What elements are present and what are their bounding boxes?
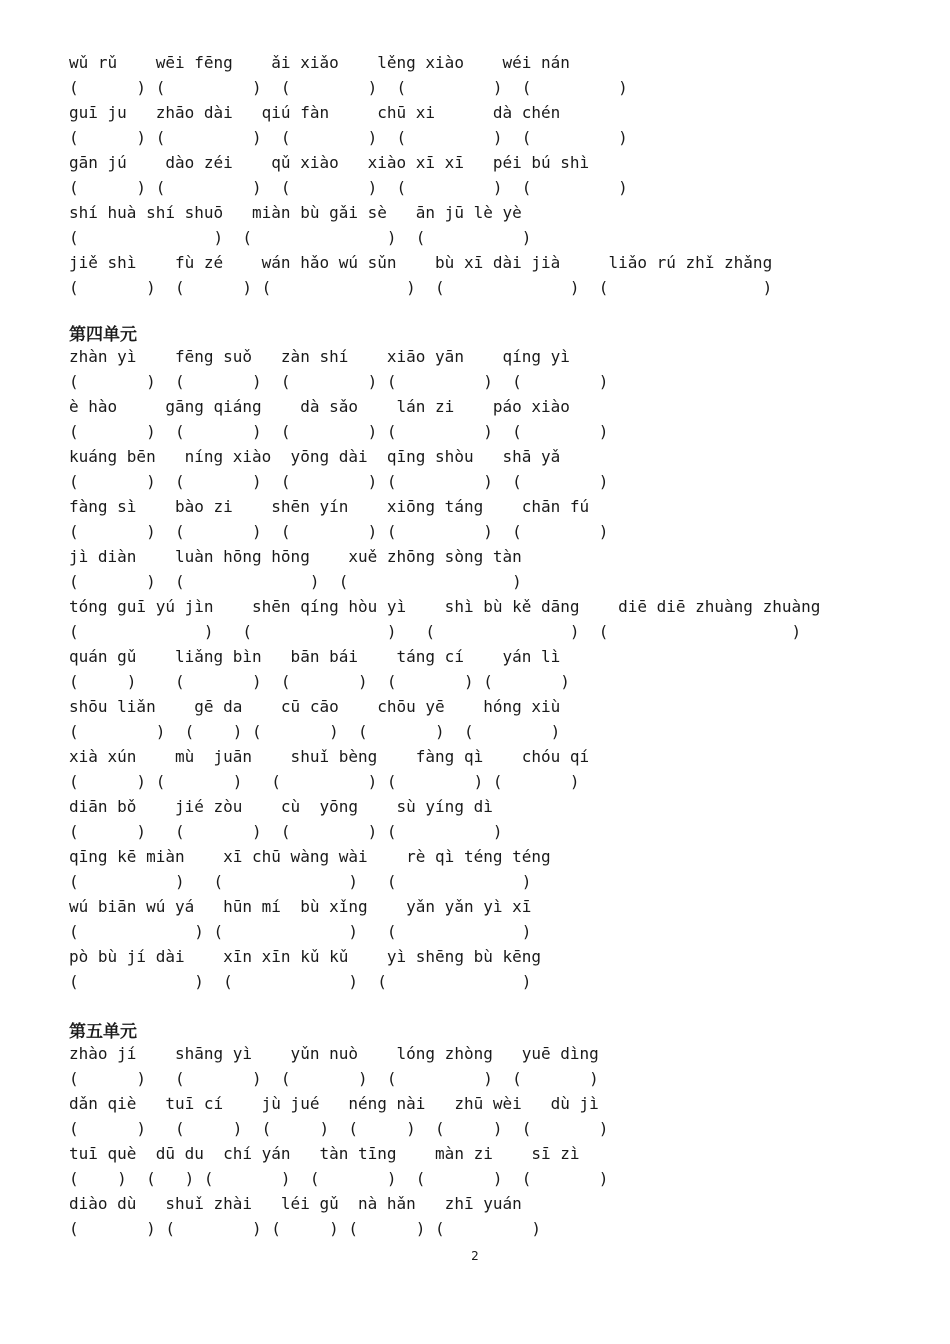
pinyin-line: zhàn yì fēng suǒ zàn shí xiāo yān qíng yì	[69, 347, 570, 366]
pinyin-line: gān jú dào zéi qǔ xiào xiào xī xī péi bú shì	[69, 153, 590, 172]
pinyin-line: diān bǒ jié zòu cù yōng sù yíng dì	[69, 797, 493, 816]
pinyin-line: guī ju zhāo dài qiú fàn chū xi dà chén	[69, 103, 561, 122]
pinyin-line: kuáng bēn níng xiào yōng dài qīng shòu shā yǎ	[69, 447, 561, 466]
answer-blanks-line[interactable]: ( ) ( ) ( )	[69, 228, 532, 247]
pinyin-line: jì diàn luàn hōng hōng xuě zhōng sòng tàn	[69, 547, 522, 566]
pinyin-line: jiě shì fù zé wán hǎo wú sǔn bù xī dài jià liǎo rú zhǐ zhǎng	[69, 253, 773, 272]
pinyin-line: tuī què dū du chí yán tàn tīng màn zi sī zì	[69, 1144, 580, 1163]
answer-blanks-line[interactable]: ( ) ( ) ( ) ( ) ( )	[69, 422, 609, 441]
answer-blanks-line[interactable]: ( ) ( ) ( ) ( ) ( )	[69, 1069, 599, 1088]
answer-blanks-line[interactable]: ( ) ( ) ( ) ( ) ( )	[69, 672, 570, 691]
pinyin-line: shōu liǎn gē da cū cāo chōu yē hóng xiù	[69, 697, 561, 716]
answer-blanks-line[interactable]: ( ) ( ) ( ) ( ) ( ) ( )	[69, 1119, 609, 1138]
pinyin-line: wǔ rǔ wēi fēng ǎi xiǎo lěng xiào wéi nán	[69, 53, 570, 72]
pinyin-line: zhào jí shāng yì yǔn nuò lóng zhòng yuē dìng	[69, 1044, 599, 1063]
answer-blanks-line[interactable]: ( ) ( ) ( ) ( )	[69, 622, 802, 641]
answer-blanks-line[interactable]: ( ) ( ) ( ) ( ) ( )	[69, 178, 628, 197]
answer-blanks-line[interactable]: ( ) ( ) ( )	[69, 972, 532, 991]
answer-blanks-line[interactable]: ( ) ( ) ( ) ( ) ( )	[69, 472, 609, 491]
answer-blanks-line[interactable]: ( ) ( ) ( )	[69, 872, 532, 891]
answer-blanks-line[interactable]: ( ) ( ) ( ) ( ) ( )	[69, 522, 609, 541]
answer-blanks-line[interactable]: ( ) ( ) ( ) ( ) ( )	[69, 78, 628, 97]
pinyin-line: qīng kē miàn xī chū wàng wài rè qì téng téng	[69, 847, 551, 866]
pinyin-line: tóng guī yú jìn shēn qíng hòu yì shì bù kě dāng diē diē zhuàng zhuàng	[69, 597, 821, 616]
pinyin-line: è hào gāng qiáng dà sǎo lán zi páo xiào	[69, 397, 570, 416]
pinyin-line: quán gǔ liǎng bìn bān bái táng cí yán lì	[69, 647, 561, 666]
answer-blanks-line[interactable]: ( ) ( ) ( ) ( ) ( )	[69, 1219, 542, 1238]
pinyin-line: xià xún mù juān shuǐ bèng fàng qì chóu qí	[69, 747, 590, 766]
answer-blanks-line[interactable]: ( ) ( ) ( ) ( )	[69, 822, 503, 841]
unit-heading: 第五单元	[69, 1022, 137, 1042]
answer-blanks-line[interactable]: ( ) ( ) ( )	[69, 572, 522, 591]
answer-blanks-line[interactable]: ( ) ( ) ( ) ( ) ( )	[69, 772, 580, 791]
page-number: 2	[471, 1249, 479, 1263]
answer-blanks-line[interactable]: ( ) ( ) ( )	[69, 922, 532, 941]
pinyin-line: dǎn qiè tuī cí jù jué néng nài zhū wèi dù jì	[69, 1094, 599, 1113]
answer-blanks-line[interactable]: ( ) ( ) ( ) ( ) ( )	[69, 722, 561, 741]
pinyin-line: diào dù shuǐ zhài léi gǔ nà hǎn zhī yuán	[69, 1194, 522, 1213]
pinyin-line: pò bù jí dài xīn xīn kǔ kǔ yì shēng bù kēng	[69, 947, 542, 966]
answer-blanks-line[interactable]: ( ) ( ) ( ) ( ) ( )	[69, 128, 628, 147]
unit-heading: 第四单元	[69, 325, 137, 345]
pinyin-line: fàng sì bào zi shēn yín xiōng táng chān fú	[69, 497, 590, 516]
pinyin-line: wú biān wú yá hūn mí bù xǐng yǎn yǎn yì xī	[69, 897, 532, 916]
pinyin-line: shí huà shí shuō miàn bù gǎi sè ān jū lè yè	[69, 203, 522, 222]
answer-blanks-line[interactable]: ( ) ( ) ( ) ( ) ( )	[69, 372, 609, 391]
answer-blanks-line[interactable]: ( ) ( ) ( ) ( ) ( ) ( )	[69, 1169, 609, 1188]
answer-blanks-line[interactable]: ( ) ( ) ( ) ( ) ( )	[69, 278, 773, 297]
